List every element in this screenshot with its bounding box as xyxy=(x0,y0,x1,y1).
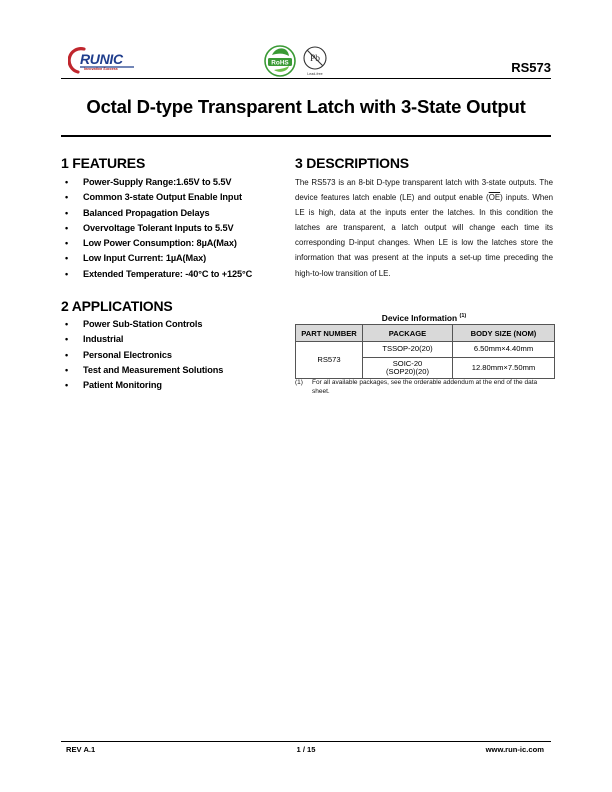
list-item: • Test and Measurement Solutions xyxy=(61,363,281,378)
package-cell xyxy=(363,358,453,379)
column-header: BODY SIZE (NOM) xyxy=(453,325,555,342)
features-list xyxy=(61,175,281,282)
list-item: • Industrial xyxy=(61,332,281,347)
applications-list xyxy=(61,317,281,393)
device-info-title: Device Information xyxy=(381,313,458,323)
logo-wordmark: RUNIC xyxy=(80,51,123,67)
pb-caption: Lead-free xyxy=(307,72,323,76)
table-footnote xyxy=(295,378,555,396)
logo-tagline: Innovation Success xyxy=(84,67,118,71)
body-size-cell: 6.50mm×4.40mm xyxy=(453,342,555,358)
list-item: • Overvoltage Tolerant Inputs to 5.5V xyxy=(61,221,281,236)
list-item: • Balanced Propagation Delays xyxy=(61,206,281,221)
header-divider xyxy=(61,78,551,79)
part-number-header: RS573 xyxy=(511,60,551,75)
list-item: • Power-Supply Range:1.65V to 5.5V xyxy=(61,175,281,190)
rohs-badge xyxy=(262,44,298,78)
revision-label: REV A.1 xyxy=(66,745,96,754)
title-divider xyxy=(61,135,551,137)
footnote-number: (1) xyxy=(295,379,303,386)
descriptions-heading: 3 DESCRIPTIONS xyxy=(295,155,409,171)
package-cell: TSSOP-20(20) xyxy=(363,342,453,358)
table-header-row xyxy=(296,325,555,342)
runic-logo xyxy=(68,46,136,76)
oe-signal: $\overline{OE}$ xyxy=(488,193,501,203)
device-info-table xyxy=(295,324,555,379)
list-item: • Personal Electronics xyxy=(61,348,281,363)
column-header: PART NUMBER xyxy=(296,325,363,342)
device-info-caption xyxy=(295,313,553,323)
description-text-part1: The RS573 is an 8-bit D-type transparent latch with 3-state outputs. The device features latch enable (LE) and output enable ( xyxy=(295,178,553,203)
lead-free-icon xyxy=(300,44,332,78)
features-heading: 1 FEATURES xyxy=(61,155,146,171)
page-number: 1 / 15 xyxy=(296,745,316,754)
device-info-note-ref: (1) xyxy=(459,313,467,320)
list-item: • Low Power Consumption: 8µA(Max) xyxy=(61,236,281,251)
description-paragraph xyxy=(295,175,553,281)
list-item: • Extended Temperature: -40°C to +125°C xyxy=(61,267,281,282)
column-header: PACKAGE xyxy=(363,325,453,342)
list-item: • Power Sub-Station Controls xyxy=(61,317,281,332)
package-line: (SOP20)(20) xyxy=(385,367,430,376)
rohs-label: RoHS xyxy=(271,59,289,67)
pb-label: Pb xyxy=(309,54,321,64)
footnote-text: For all available packages, see the orderable addendum at the end of the data sheet. xyxy=(312,379,538,395)
applications-heading: 2 APPLICATIONS xyxy=(61,298,173,314)
list-item: • Common 3-state Output Enable Input xyxy=(61,190,281,205)
website-link[interactable]: www.run-ic.com xyxy=(485,745,544,754)
lead-free-badge xyxy=(300,44,332,78)
body-size-cell: 12.80mm×7.50mm xyxy=(453,358,555,379)
table-row xyxy=(296,342,555,358)
rohs-leaf-icon xyxy=(262,44,298,78)
description-text-part2: ) inputs. When LE is high, data at the inputs enter the latches. In this condition the latches are transparent, a latch output will change each time its corresponding D-input changes. When LE is low the latches store the information that was present at the inputs a set-up time preceding the high-to-low transition of LE. xyxy=(295,193,553,278)
list-item: • Low Input Current: 1µA(Max) xyxy=(61,251,281,266)
package-line: SOIC-20 xyxy=(392,358,423,368)
page-title: Octal D-type Transparent Latch with 3-State Output xyxy=(86,96,526,117)
part-number-cell: RS573 xyxy=(296,342,363,379)
footer-divider xyxy=(61,741,551,742)
list-item: • Patient Monitoring xyxy=(61,378,281,393)
